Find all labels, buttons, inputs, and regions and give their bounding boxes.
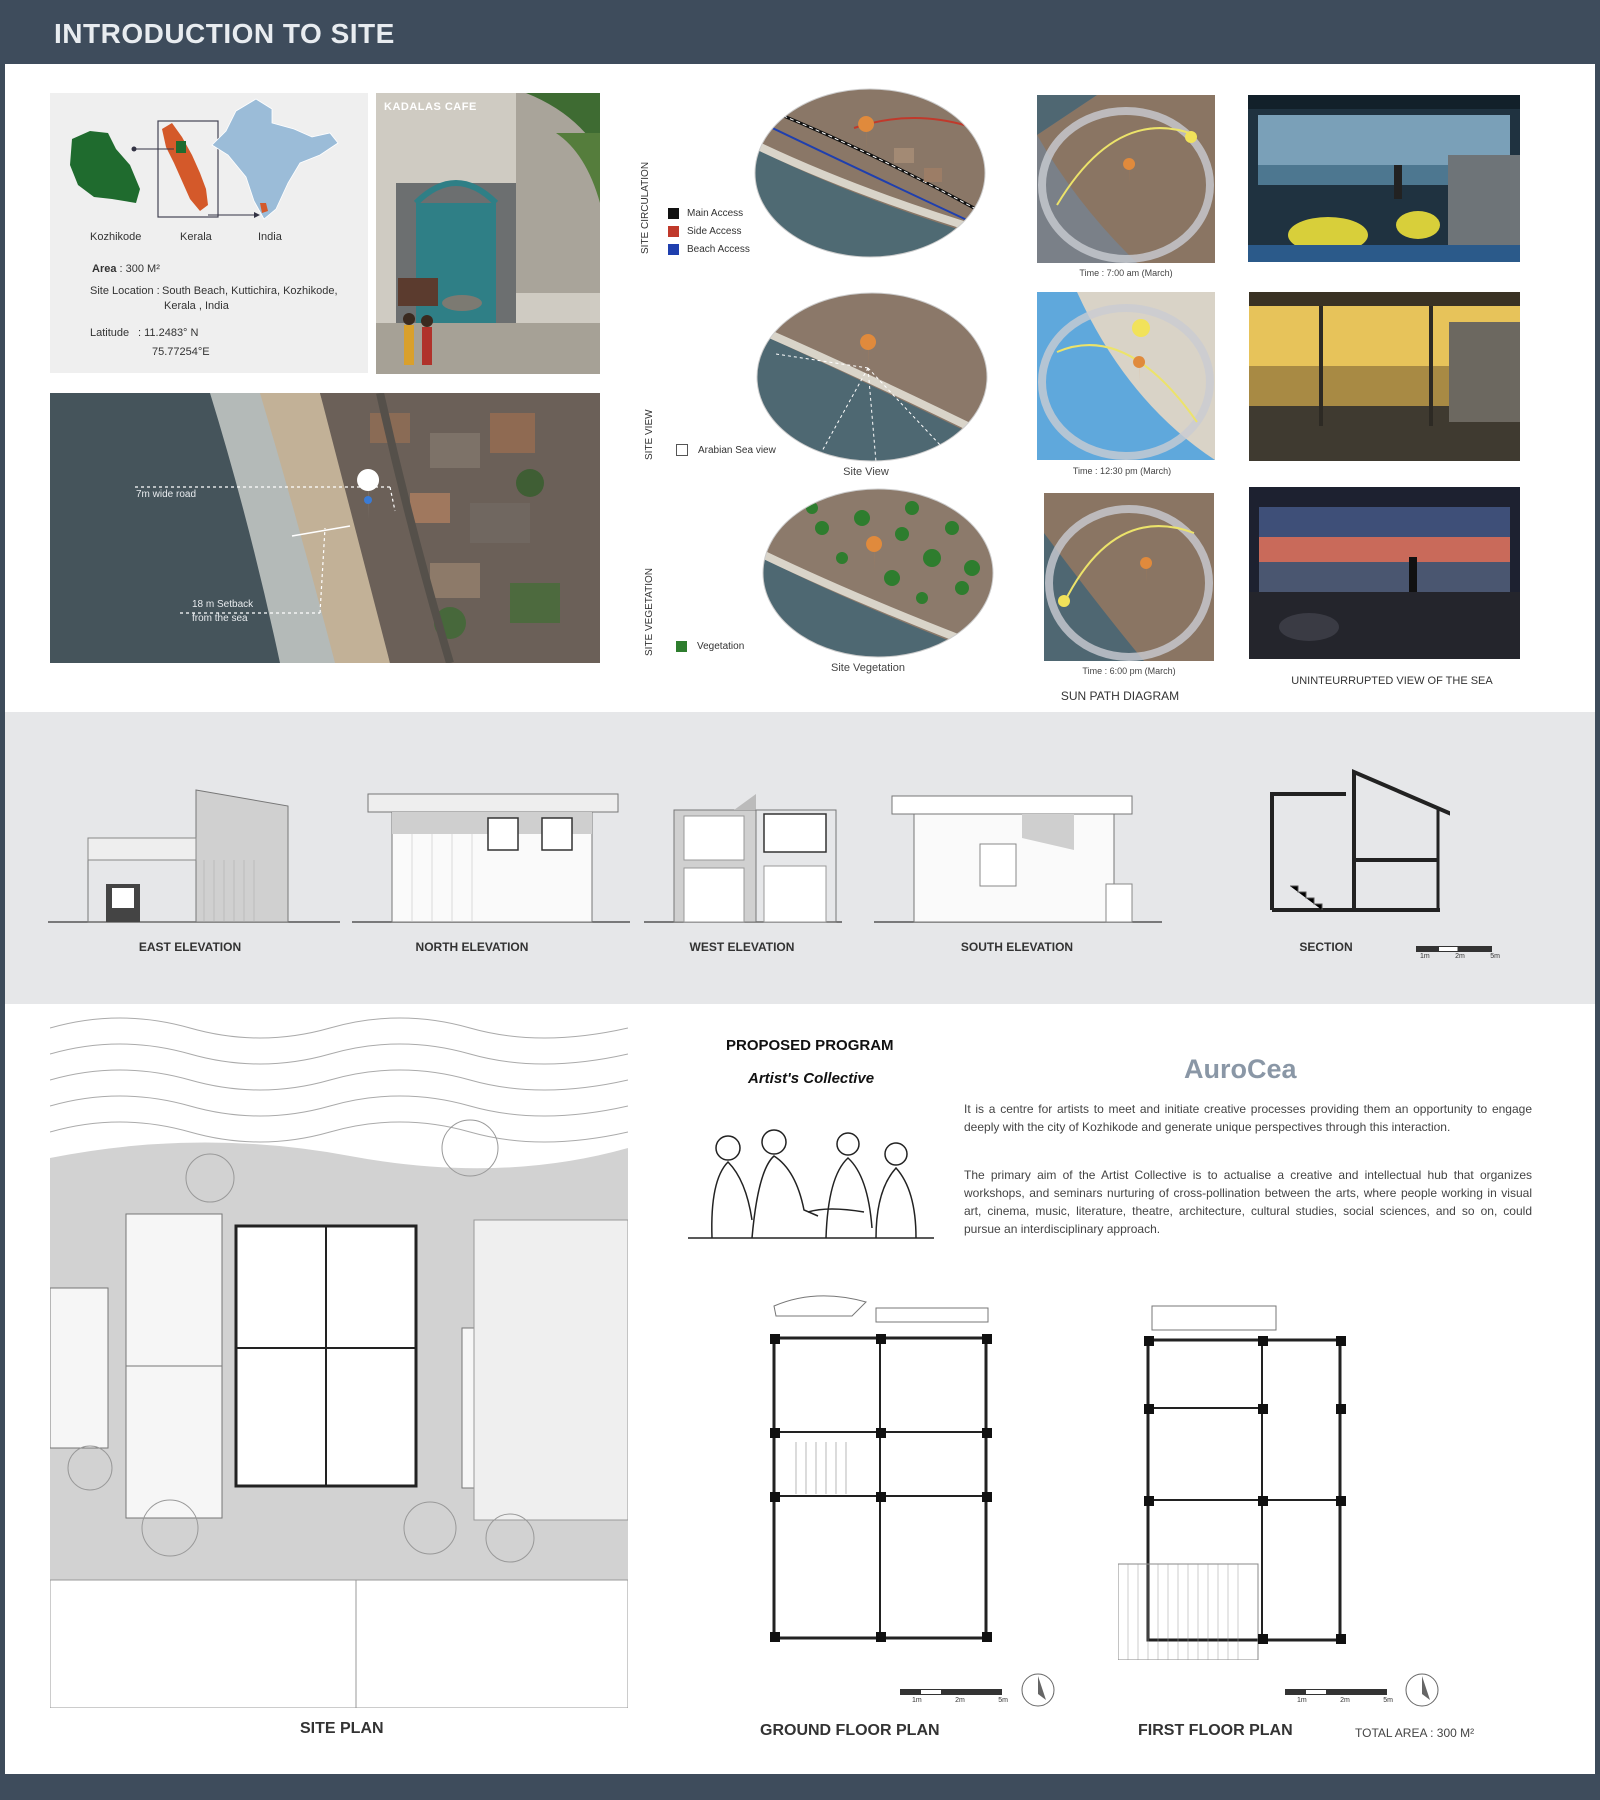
elevation-scale-labels (1420, 953, 1500, 960)
cafe-photo-art (376, 93, 600, 374)
legend-swatch (668, 208, 679, 219)
brand-name: AuroCea (1184, 1054, 1297, 1084)
legend-swatch (668, 226, 679, 237)
ground-floor-scale-labels (912, 1697, 1008, 1704)
program-subheading: Artist's Collective (748, 1070, 875, 1087)
south-elevation-label: SOUTH ELEVATION (960, 940, 1074, 954)
site-view-title: SITE VIEW (644, 409, 655, 460)
north-elevation-drawing (352, 780, 632, 930)
scale-label: 1m (912, 1697, 922, 1704)
kozhikode-map (70, 131, 140, 203)
scale-label: 2m (1340, 1697, 1350, 1704)
aerial-site-photo (50, 393, 600, 663)
kerala-map (162, 123, 208, 211)
artists-collective-illustration (688, 1120, 938, 1240)
elevation-scale-bar (1416, 946, 1492, 952)
latitude-label: Latitude (90, 327, 130, 339)
first-floor-title: FIRST FLOOR PLAN (1138, 1722, 1293, 1739)
location-maps (50, 93, 368, 243)
first-floor-scale-bar (1285, 1689, 1387, 1695)
page-title: INTRODUCTION TO SITE (54, 18, 395, 49)
sun-caption-evening: Time : 6:00 pm (March) (1082, 666, 1176, 676)
program-paragraph-2: The primary aim of the Artist Collective is to actualise a creative and intellectual hub that organizes workshops, and seminars nurturing of cross-pollination between the arts, where people working in visual art, cinema, music, literature, theatre, architecture, cultural studies, social sciences, and so on, could pursue an interdisciplinary approach. (964, 1168, 1532, 1236)
program-paragraph-1: It is a centre for artists to meet and initiate creative processes providing them an opportunity to engage deeply with the city of Kozhikode and generate unique perspectives through this interaction. (964, 1102, 1532, 1134)
west-elevation-drawing (644, 780, 844, 930)
ground-floor-plan-drawing (756, 1282, 1006, 1662)
latitude-value: : 11.2483° N (138, 327, 199, 339)
sun-path-morning (1037, 95, 1215, 263)
program-heading: PROPOSED PROGRAM (726, 1037, 894, 1054)
circulation-map (754, 88, 986, 258)
south-elevation-drawing (874, 780, 1164, 930)
first-floor-plan-drawing (1118, 1300, 1378, 1660)
site-circulation-title: SITE CIRCULATION (640, 161, 651, 254)
cafe-photo (376, 93, 600, 374)
scale-label: 5m (1383, 1697, 1393, 1704)
site-location-value: South Beach, Kuttichira, Kozhikode, (162, 285, 338, 297)
setback-note-1: 18 m Setback (192, 599, 254, 610)
north-arrow-icon (1404, 1672, 1440, 1708)
aerial-art (50, 393, 600, 663)
site-plan-drawing (50, 1008, 628, 1708)
map-label-kozhikode: Kozhikode (90, 231, 142, 243)
circulation-legend (668, 204, 750, 258)
location-card (50, 93, 368, 373)
east-elevation-drawing (48, 780, 344, 930)
site-vegetation-title: SITE VEGETATION (644, 568, 655, 656)
site-plan-title: SITE PLAN (300, 1720, 384, 1737)
legend-item-main-access: Main Access (668, 204, 750, 222)
site-location-value2: Kerala , India (164, 300, 229, 312)
total-area: TOTAL AREA : 300 M² (1355, 1726, 1475, 1740)
north-arrow-icon (1020, 1672, 1056, 1708)
section-drawing (1250, 760, 1450, 930)
sun-path-evening (1044, 493, 1214, 661)
legend-item-side-access: Side Access (668, 222, 750, 240)
legend-checkbox (676, 444, 688, 456)
sea-view-title: UNINTEURRUPTED VIEW OF THE SEA (1291, 675, 1493, 687)
cafe-caption: KADALAS CAFE (384, 101, 477, 113)
legend-swatch (668, 244, 679, 255)
sea-view-photo-3 (1249, 487, 1520, 659)
sea-view-photo-2 (1249, 292, 1520, 461)
vegetation-legend: Vegetation (676, 641, 744, 652)
india-map (212, 99, 338, 219)
scale-label: 1m (1297, 1697, 1307, 1704)
ground-floor-scale-bar (900, 1689, 1002, 1695)
site-view-map (756, 292, 988, 462)
map-label-india: India (258, 231, 282, 243)
site-view-caption: Site View (843, 466, 889, 478)
map-label-kerala: Kerala (180, 231, 212, 243)
site-view-legend: Arabian Sea view (676, 444, 776, 456)
vegetation-map (762, 488, 994, 658)
scale-label: 2m (955, 1697, 965, 1704)
sun-path-noon (1037, 292, 1215, 460)
sun-caption-noon: Time : 12:30 pm (March) (1072, 466, 1172, 476)
section-label: SECTION (1299, 940, 1353, 954)
scale-label: 2m (1455, 953, 1465, 960)
scale-label: 1m (1420, 953, 1430, 960)
sun-path-title: SUN PATH DIAGRAM (1060, 689, 1180, 703)
north-elevation-label: NORTH ELEVATION (415, 940, 529, 954)
west-elevation-label: WEST ELEVATION (689, 940, 795, 954)
sun-caption-morning: Time : 7:00 am (March) (1079, 268, 1173, 278)
legend-item-beach-access: Beach Access (668, 240, 750, 258)
east-elevation-label: EAST ELEVATION (138, 940, 242, 954)
first-floor-scale-labels (1297, 1697, 1393, 1704)
footer-bar (0, 1774, 1600, 1800)
area-label: Area : 300 M² (92, 263, 160, 275)
longitude-value: 75.77254°E (152, 346, 210, 358)
site-location-label: Site Location : (90, 285, 160, 297)
sea-view-photo-1 (1248, 95, 1520, 262)
scale-label: 5m (998, 1697, 1008, 1704)
setback-note-2: from the sea (192, 613, 248, 624)
legend-swatch (676, 641, 687, 652)
site-vegetation-caption: Site Vegetation (830, 662, 905, 674)
road-note: 7m wide road (136, 489, 197, 500)
scale-label: 5m (1490, 953, 1500, 960)
ground-floor-title: GROUND FLOOR PLAN (760, 1722, 940, 1739)
